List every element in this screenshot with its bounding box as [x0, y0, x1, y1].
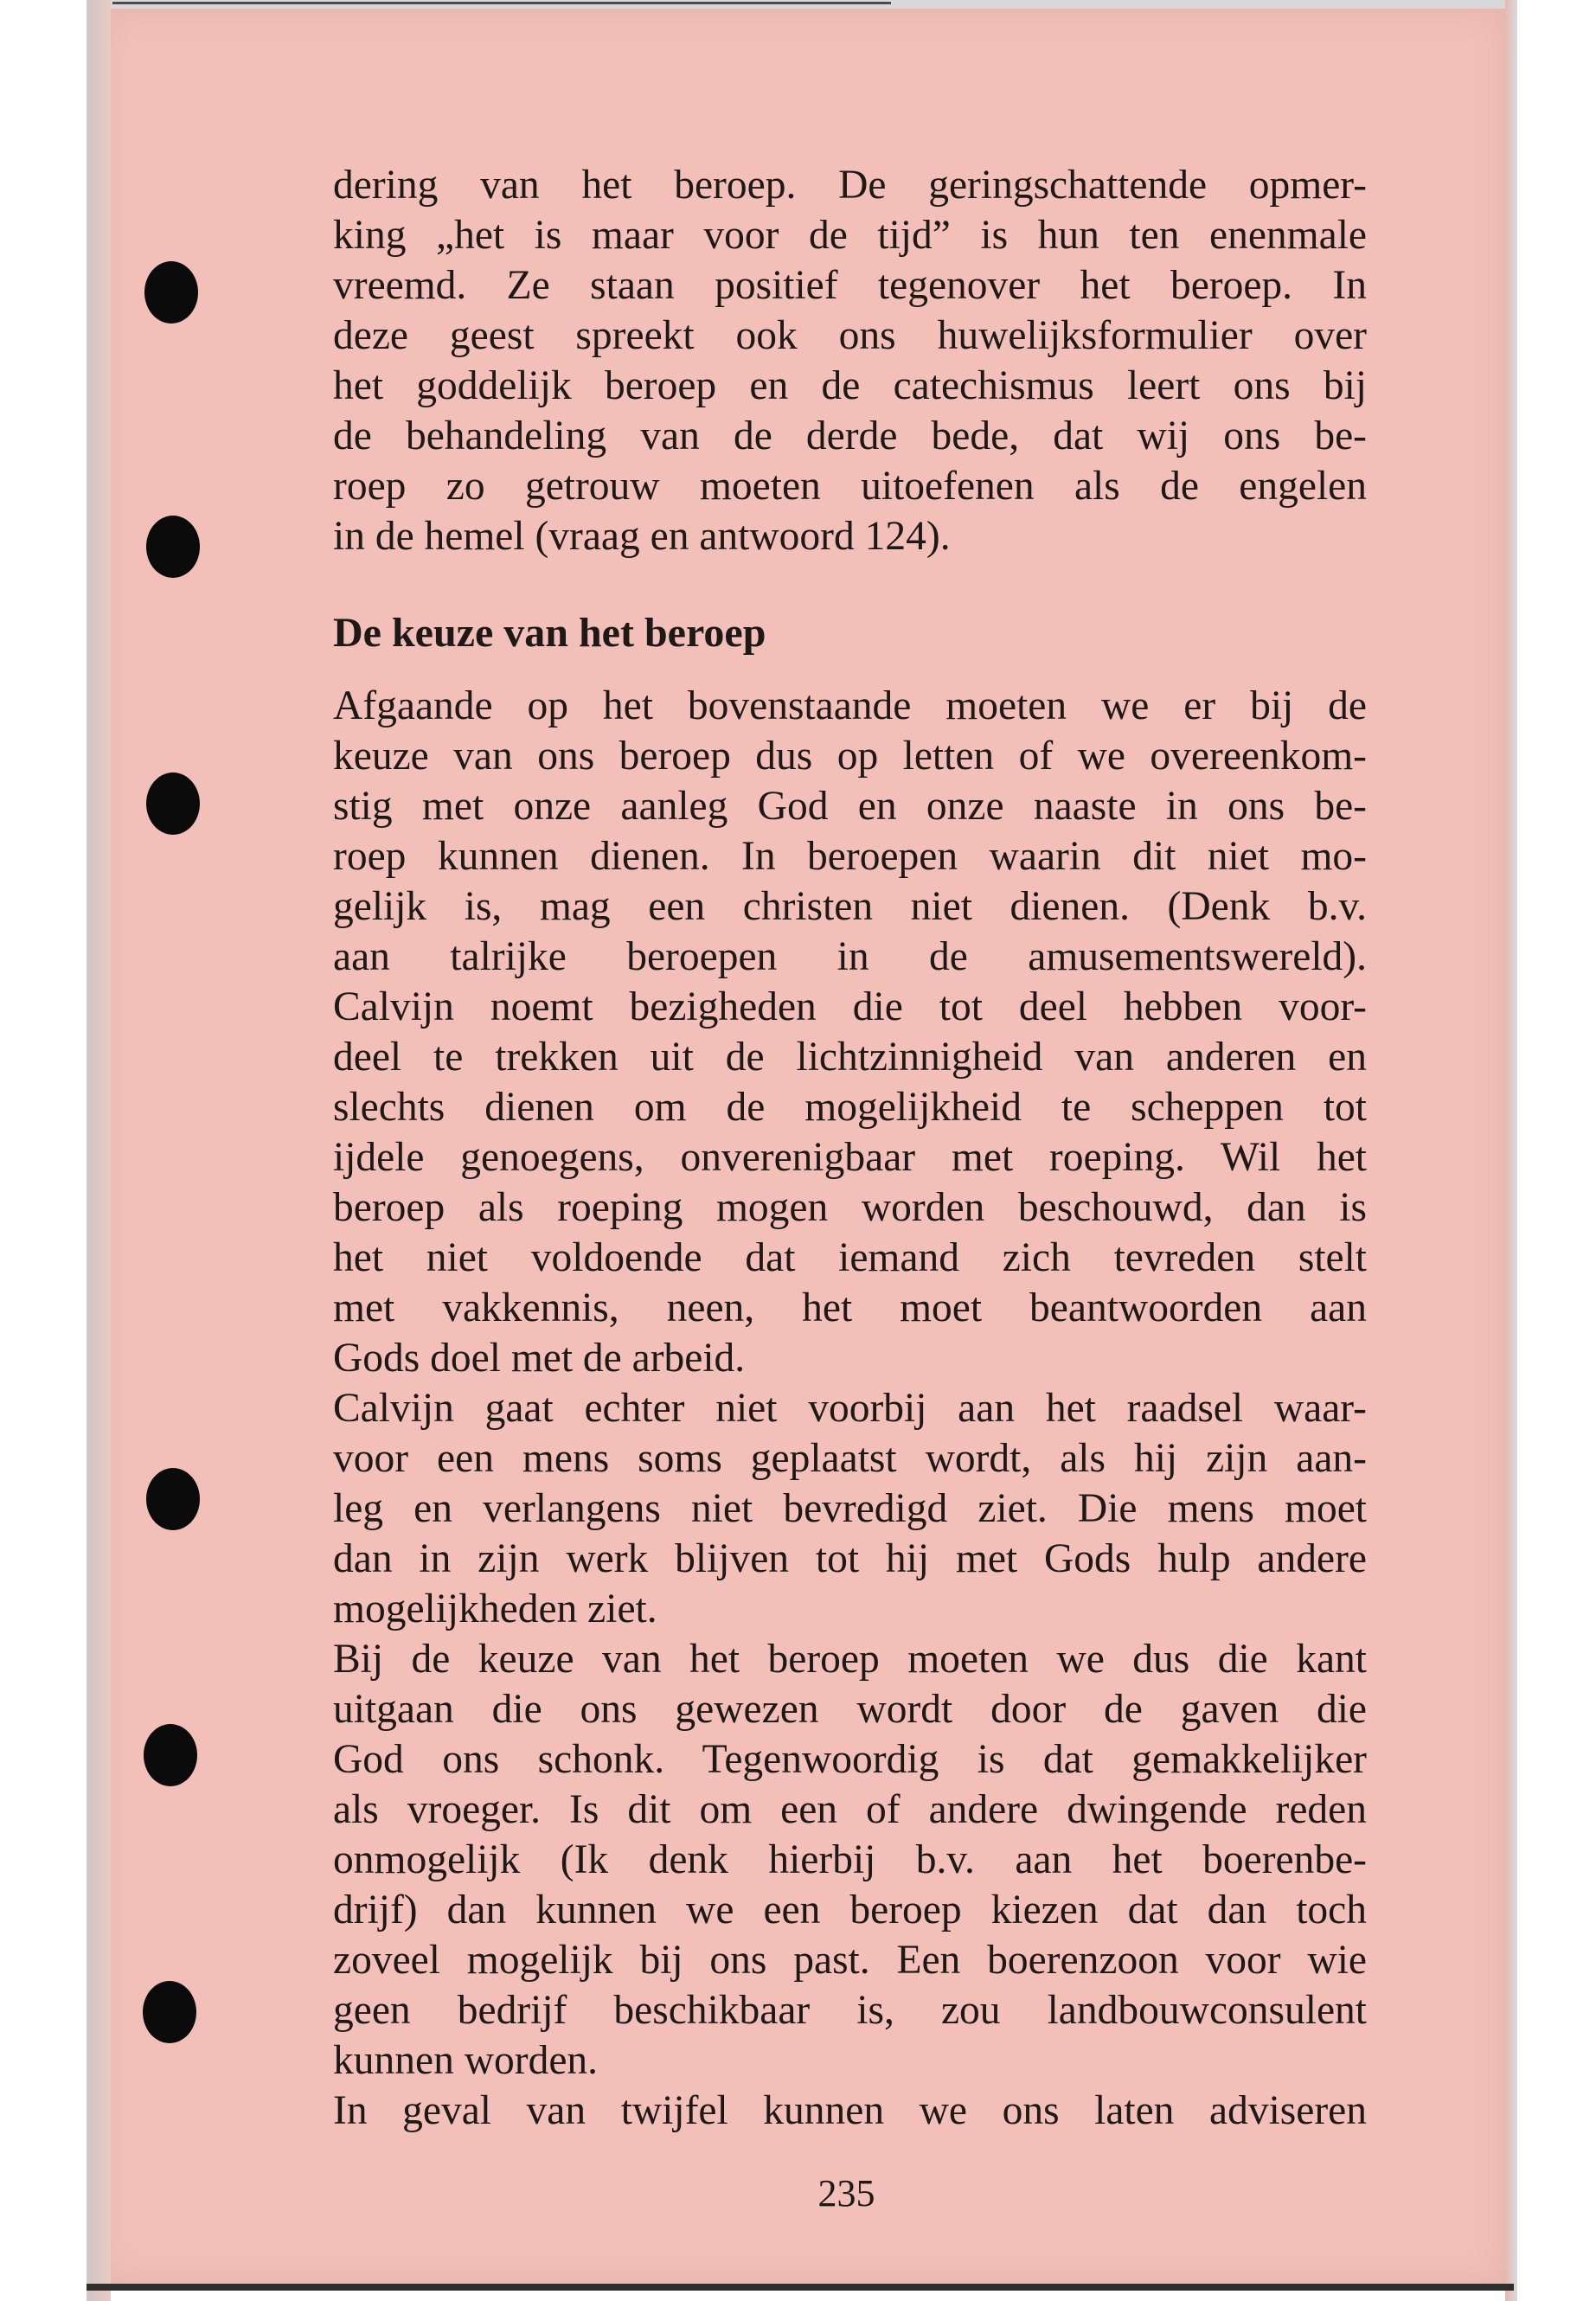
text-line: Gods doel met de arbeid. [333, 1336, 746, 1381]
text-line: aan talrijke beroepen in de amusementswereld). [333, 934, 1367, 979]
text-line: beroep als roeping mogen worden beschouwd, dan is [333, 1185, 1367, 1230]
text-line: stig met onze aanleg God en onze naaste in ons be- [333, 784, 1367, 829]
paragraph-4 [333, 1634, 1367, 2086]
text-line: mogelijkheden ziet. [333, 1586, 657, 1631]
section-heading: De keuze van het beroep [333, 610, 766, 656]
binder-hole [143, 1981, 196, 2043]
text-line: keuze van ons beroep dus op letten of we overeenkom- [333, 734, 1367, 779]
text-line: dan in zijn werk blijven tot hij met Gods hulp andere [333, 1536, 1367, 1581]
page-right-edge [1505, 0, 1517, 2301]
text-line: roep zo getrouw moeten uitoefenen als de engelen [333, 464, 1367, 509]
text-line: onmogelijk (Ik denk hierbij b.v. aan het boerenbe- [333, 1837, 1367, 1882]
page-left-shadow [87, 0, 111, 2301]
text-line: gelijk is, mag een christen niet dienen. (Denk b.v. [333, 884, 1367, 929]
binder-hole [146, 1468, 200, 1530]
text-line: uitgaan die ons gewezen wordt door de gaven die [333, 1687, 1367, 1732]
text-line: drijf) dan kunnen we een beroep kiezen dat dan toch [333, 1888, 1367, 1932]
text-line: roep kunnen dienen. In beroepen waarin dit niet mo- [333, 834, 1367, 879]
body-text [333, 160, 1367, 2136]
text-line: In geval van twijfel kunnen we ons laten adviseren [333, 2088, 1367, 2133]
text-line: king „het is maar voor de tijd” is hun ten enenmale [333, 213, 1367, 258]
text-line: slechts dienen om de mogelijkheid te scheppen tot [333, 1085, 1367, 1130]
text-line: geen bedrijf beschikbaar is, zou landbouwconsulent [333, 1988, 1367, 2033]
page-number: 235 [817, 2172, 875, 2214]
text-line: leg en verlangens niet bevredigd ziet. Die mens moet [333, 1486, 1367, 1531]
paragraph-2 [333, 681, 1367, 1383]
scan-bottom-rule [87, 2284, 1514, 2291]
text-line: als vroeger. Is dit om een of andere dwingende reden [333, 1787, 1367, 1832]
text-line: vreemd. Ze staan positief tegenover het beroep. In [333, 263, 1367, 308]
text-line: ijdele genoegens, onverenigbaar met roeping. Wil het [333, 1135, 1367, 1180]
scan-top-edge [87, 0, 1514, 9]
text-line: het goddelijk beroep en de catechismus leert ons bij [333, 363, 1367, 408]
text-line: deze geest spreekt ook ons huwelijksformulier over [333, 313, 1367, 358]
scan-top-rule [112, 2, 891, 4]
binder-hole [146, 772, 200, 835]
text-line: voor een mens soms geplaatst wordt, als hij zijn aan- [333, 1436, 1367, 1481]
paragraph-1 [333, 160, 1367, 561]
paragraph-5 [333, 2086, 1367, 2136]
text-line: zoveel mogelijk bij ons past. Een boerenzoon voor wie [333, 1938, 1367, 1983]
text-line: deel te trekken uit de lichtzinnigheid van anderen en [333, 1035, 1367, 1080]
binder-hole [144, 261, 198, 324]
text-line: Afgaande op het bovenstaande moeten we er bij de [333, 683, 1367, 728]
text-line: God ons schonk. Tegenwoordig is dat gemakkelijker [333, 1737, 1367, 1782]
binder-hole [144, 1724, 197, 1786]
text-line: met vakkennis, neen, het moet beantwoorden aan [333, 1285, 1367, 1330]
text-line: dering van het beroep. De geringschattende opmer- [333, 163, 1367, 208]
text-line: Bij de keuze van het beroep moeten we dus die kant [333, 1637, 1367, 1682]
text-line: het niet voldoende dat iemand zich tevreden stelt [333, 1235, 1367, 1280]
text-line: in de hemel (vraag en antwoord 124). [333, 514, 951, 559]
paragraph-3 [333, 1383, 1367, 1634]
text-line: Calvijn noemt bezigheden die tot deel hebben voor- [333, 984, 1367, 1029]
text-line: kunnen worden. [333, 2038, 599, 2083]
text-line: de behandeling van de derde bede, dat wij ons be- [333, 413, 1367, 458]
binder-hole [146, 516, 200, 578]
text-line: Calvijn gaat echter niet voorbij aan het raadsel waar- [333, 1386, 1367, 1431]
page-number-container [0, 2171, 1596, 2215]
